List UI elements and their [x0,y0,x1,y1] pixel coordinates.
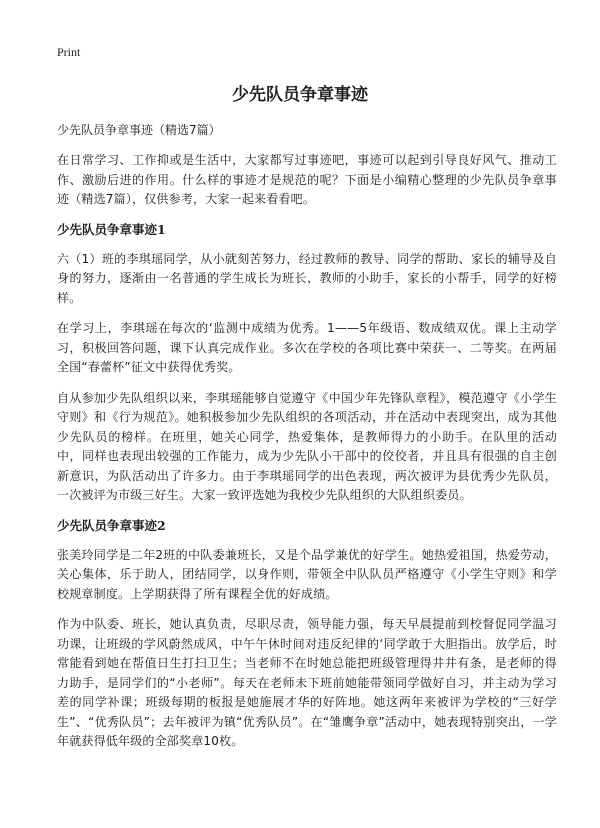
section-2 [57,517,557,752]
section-heading: 少先队员争章事迹2 [57,517,166,533]
body-paragraph: 六（1）班的李琪瑶同学，从小就刻苦努力，经过教师的教导、同学的帮助、家长的辅导及自身的努力，逐渐由一名普通的学生成长为班长，教师的小助手，家长的小帮手，同学的好榜样。 [57,251,557,305]
section-1 [57,221,557,506]
body-paragraph: 张美玲同学是二年2班的中队委兼班长，又是个品学兼优的好学生。她热爱祖国，热爱劳动，关心集体，乐于助人，团结同学，以身作则，带领全中队队员严格遵守《小学生守则》和学校规章制度。上学期获得了所有课程全优的好成绩。 [57,547,557,601]
intro-paragraph: 在日常学习、工作抑或是生活中，大家都写过事迹吧，事迹可以起到引导良好风气、推动工作、激励后进的作用。什么样的事迹才是规范的呢？下面是小编精心整理的少先队员争章事迹（精选7篇），仅供参考，大家一起来看看吧。 [57,153,557,206]
body-paragraph: 作为中队委、班长，她认真负责，尽职尽责，领导能力强，每天早晨提前到校督促同学温习功课，让班级的学风蔚然成风，中午午休时间对违反纪律的‘同学敢于大胆指出。放学后，时常能看到她在帮值日生打扫卫生；当老师不在时她总能把班级管理得井井有条，是老师的得力助手，是同学们的“小老师”。每天在老师未下班前她能带领同学做好自习，并主动为学习差的同学补课；班级每期的板报是她施展才华的好阵地。她这两年来被评为学校的“三好学生”、“优秀队员”；去年被评为镇“优秀队员”。在“雏鹰争章”活动中，她表现特别突出，一学年就获得低年级的全部奖章10枚。 [57,617,557,748]
print-link[interactable]: Print [57,45,81,59]
section-heading: 少先队员争章事迹1 [57,221,166,237]
page-title: 少先队员争章事迹 [232,85,368,105]
body-paragraph: 在学习上，李琪瑶在每次的‘监测中成绩为优秀。1——5年级语、数成绩双优。课上主动学习，积极回答问题，课下认真完成作业。多次在学校的各项比赛中荣获一、二等奖。在两届全国“春蕾杯”征文中获得优秀奖。 [57,321,557,374]
document-body [57,120,557,763]
document-subtitle: 少先队员争章事迹（精选7篇） [57,123,221,137]
body-paragraph: 自从参加少先队组织以来，李琪瑶能够自觉遵守《中国少年先锋队章程》，模范遵守《小学生守则》和《行为规范》。她积极参加少先队组织的各项活动，并在活动中表现突出，成为其他少先队员的榜样。在班里，她关心同学，热爱集体，是教师得力的小助手。在队里的活动中，同样也表现出较强的工作能力，成为少先队小干部中的佼佼者，并且具有很强的自主创新意识，为队活动出了许多力。由于李琪瑶同学的出色表现，两次被评为县优秀少先队员，一次被评为市级三好生。大家一致评选她为我校少先队组织的大队组织委员。 [57,390,557,502]
